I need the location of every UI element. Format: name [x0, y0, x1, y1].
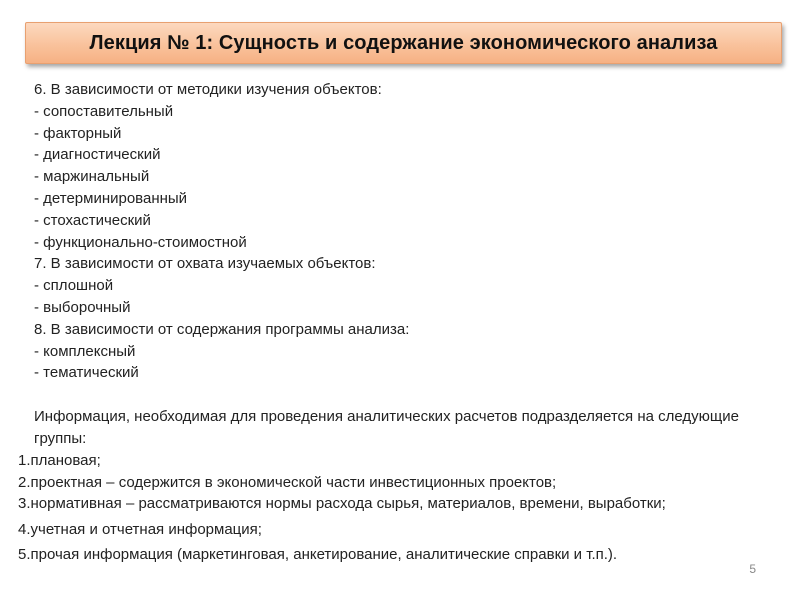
- group-item: [18, 544, 748, 566]
- group-text: прочая информация (маркетинговая, анкетирование, аналитические справки и т.п.).: [30, 546, 618, 563]
- group-item: [18, 493, 748, 515]
- group-text: учетная и отчетная информация;: [30, 520, 262, 538]
- group-number: 1.: [18, 452, 31, 469]
- list-heading: 7. В зависимости от охвата изучаемых объектов:: [34, 255, 376, 273]
- list-item: - комплексный: [34, 342, 136, 360]
- page-number: 5: [749, 562, 756, 576]
- list-item: - детерминированный: [34, 189, 188, 207]
- list-item: - диагностический: [34, 146, 161, 164]
- group-item: [18, 472, 748, 494]
- list-item: - функционально-стоимостной: [34, 233, 247, 251]
- group-item: [18, 519, 748, 541]
- list-item: - тематический: [34, 364, 139, 382]
- list-heading: 8. В зависимости от содержания программы анализа:: [34, 320, 410, 338]
- analysis-classification-list: [34, 79, 774, 384]
- group-number: 5.: [18, 546, 31, 563]
- group-text: нормативная – рассматриваются нормы расхода сырья, материалов, времени, выработки;: [30, 495, 666, 512]
- slide-title: Лекция № 1: Сущность и содержание экономического анализа: [89, 31, 718, 54]
- info-paragraph: Информация, необходимая для проведения аналитических расчетов подразделяется на следующие группы:: [34, 408, 739, 447]
- list-item: - сплошной: [34, 277, 114, 295]
- group-text: плановая;: [30, 452, 101, 469]
- slide-title-bar: [25, 22, 782, 64]
- list-item: - маржинальный: [34, 168, 150, 186]
- group-number: 4.: [18, 520, 31, 538]
- group-item: [18, 450, 748, 472]
- list-item: - факторный: [34, 124, 122, 142]
- group-number: 2.: [18, 473, 31, 491]
- list-item: - выборочный: [34, 298, 131, 316]
- list-heading: 6. В зависимости от методики изучения объектов:: [34, 81, 382, 98]
- list-item: - сопоставительный: [34, 102, 174, 120]
- group-number: 3.: [18, 495, 31, 512]
- list-item: - стохастический: [34, 211, 151, 229]
- group-text: проектная – содержится в экономической части инвестиционных проектов;: [30, 473, 557, 491]
- information-groups-list: [18, 450, 748, 566]
